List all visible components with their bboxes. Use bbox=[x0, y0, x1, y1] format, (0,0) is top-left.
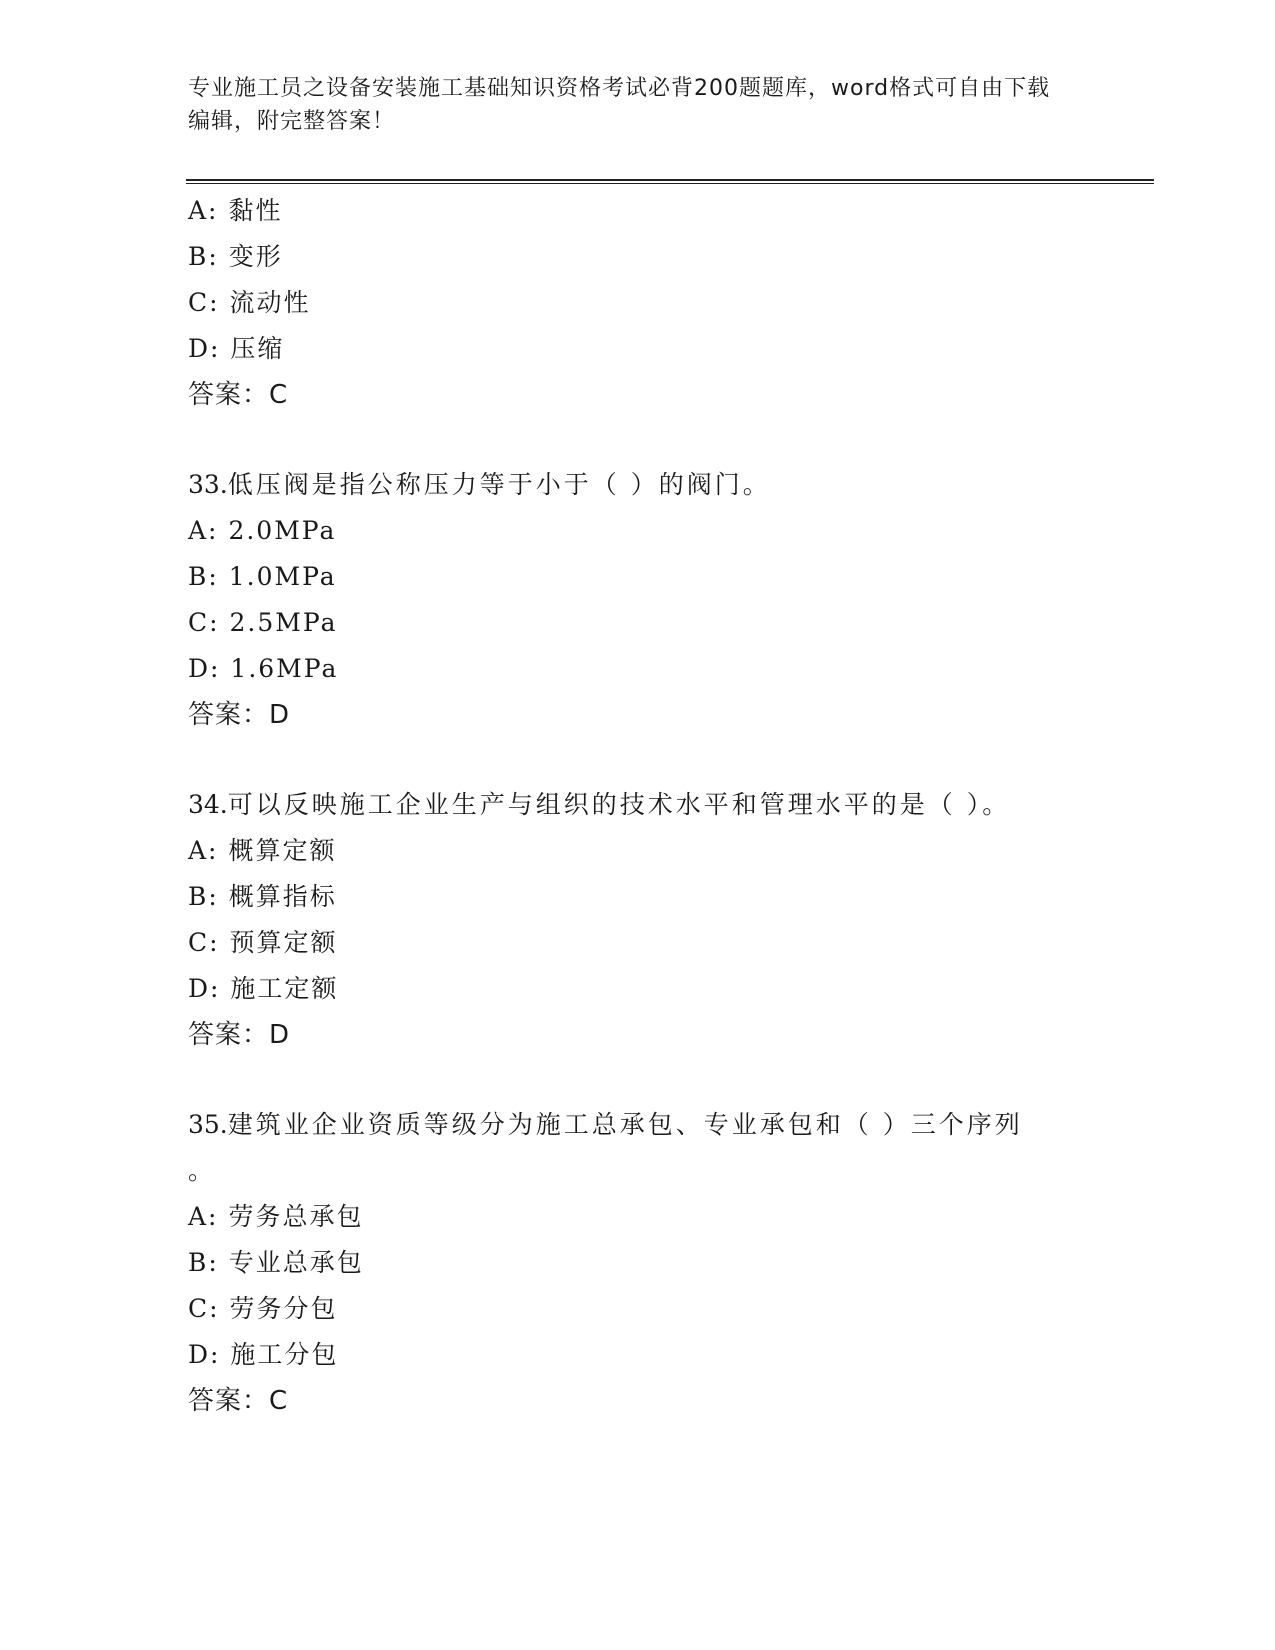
option-c: C: 流动性 bbox=[188, 288, 311, 317]
question-35 bbox=[188, 1102, 1088, 1424]
answer: 答案：D bbox=[188, 700, 291, 730]
answer: 答案：C bbox=[188, 1386, 289, 1416]
question-stem: 34.可以反映施工企业生产与组织的技术水平和管理水平的是（ ）。 bbox=[188, 790, 1011, 819]
option-d: D: 施工定额 bbox=[188, 974, 339, 1003]
header-divider bbox=[186, 179, 1154, 181]
option-c: C: 劳务分包 bbox=[188, 1294, 338, 1323]
option-d: D: 压缩 bbox=[188, 334, 285, 363]
option-d: D: 施工分包 bbox=[188, 1340, 339, 1369]
option-d: D: 1.6MPa bbox=[188, 654, 339, 683]
question-stem: 33.低压阀是指公称压力等于小于（ ）的阀门。 bbox=[188, 470, 771, 499]
question-stem-continuation: 。 bbox=[188, 1156, 217, 1185]
option-c: C: 预算定额 bbox=[188, 928, 338, 957]
option-a: A: 劳务总承包 bbox=[188, 1202, 364, 1231]
option-a: A: 概算定额 bbox=[188, 836, 337, 865]
question-stem: 35.建筑业企业资质等级分为施工总承包、专业承包和（ ）三个序列 bbox=[188, 1110, 1023, 1139]
prev-question-block bbox=[188, 188, 1088, 418]
option-b: B: 概算指标 bbox=[188, 882, 337, 911]
option-a: A: 黏性 bbox=[188, 196, 283, 225]
answer: 答案：D bbox=[188, 1020, 291, 1050]
option-c: C: 2.5MPa bbox=[188, 608, 338, 637]
option-b: B: 专业总承包 bbox=[188, 1248, 364, 1277]
document-intro: 专业施工员之设备安装施工基础知识资格考试必背200题题库，word格式可自由下载编辑，附完整答案！ bbox=[188, 76, 1051, 134]
option-b: B: 变形 bbox=[188, 242, 283, 271]
question-34 bbox=[188, 782, 1088, 1058]
question-list bbox=[188, 188, 1088, 1424]
question-33 bbox=[188, 462, 1088, 738]
header-divider-thin bbox=[186, 183, 1154, 184]
answer: 答案：C bbox=[188, 380, 289, 410]
option-b: B: 1.0MPa bbox=[188, 562, 337, 591]
option-a: A: 2.0MPa bbox=[188, 516, 337, 545]
